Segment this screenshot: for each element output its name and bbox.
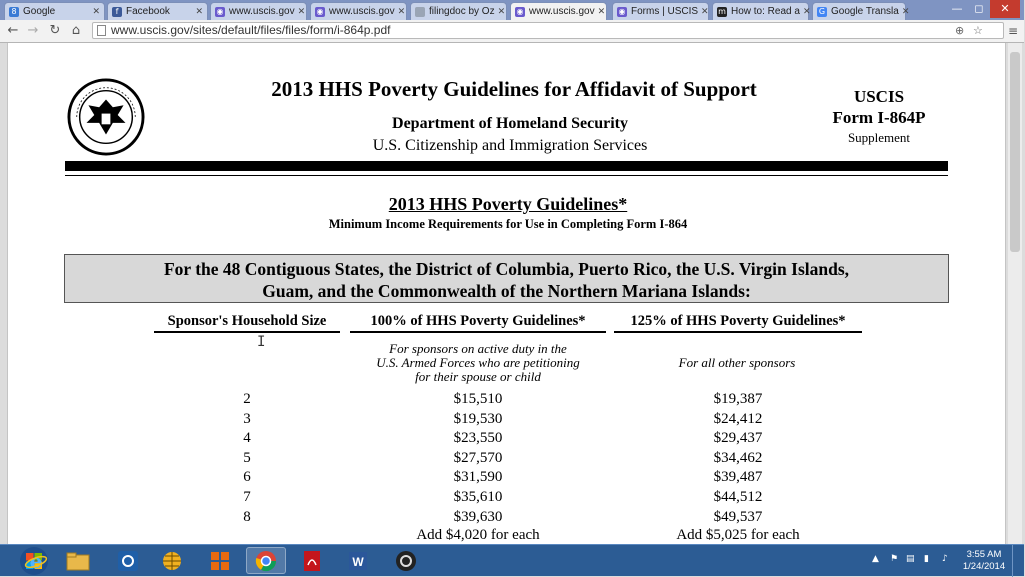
col-rule: [614, 331, 862, 333]
poverty-100-cell: $35,610: [453, 489, 503, 505]
supplement-label: Supplement: [847, 130, 911, 145]
form-number: Form I-864P: [832, 108, 926, 127]
browser-tab[interactable]: [310, 2, 407, 20]
department-name: Department of Homeland Security: [392, 115, 628, 132]
acrobat-icon[interactable]: [292, 547, 332, 574]
browser-tab[interactable]: [210, 2, 307, 20]
note-100-line: For sponsors on active duty in the: [389, 341, 567, 356]
browser-tab[interactable]: [410, 2, 507, 20]
household-size-cell: 4: [243, 430, 251, 446]
page-icon: [97, 25, 106, 36]
header-rule-thin: [65, 175, 948, 176]
note-100-percent: [348, 342, 608, 384]
outlook-icon[interactable]: [108, 547, 148, 574]
household-size-cell: 8: [243, 509, 251, 525]
col-header-125-percent: 125% of HHS Poverty Guidelines*: [630, 313, 846, 329]
tab-favicon-icon: ◉: [516, 6, 524, 16]
tab-favicon-icon: m: [718, 6, 726, 16]
address-bar[interactable]: [92, 22, 1004, 39]
bookmark-star-icon[interactable]: ☆: [973, 24, 983, 37]
col-rule: [154, 331, 340, 333]
poverty-125-cell: $19,387: [713, 391, 763, 407]
browser-tab[interactable]: [812, 2, 910, 20]
browser-toolbar: [0, 20, 1024, 43]
browser-tab[interactable]: [4, 2, 105, 20]
tab-favicon-icon: G: [818, 6, 826, 16]
tab-close-icon[interactable]: ✕: [701, 6, 709, 17]
col-header-household-size: Sponsor's Household Size: [167, 313, 327, 329]
poverty-100-cell: $27,570: [453, 450, 503, 466]
menu-icon[interactable]: ≡: [1007, 24, 1019, 38]
scrollbar-thumb[interactable]: [1010, 52, 1020, 252]
poverty-125-cell: $44,512: [713, 489, 763, 505]
agency-name: U.S. Citizenship and Immigration Services: [372, 137, 648, 154]
poverty-125-cell: $34,462: [713, 450, 763, 466]
tab-title: www.uscis.gov: [529, 6, 595, 17]
signal-icon[interactable]: ▮: [924, 554, 929, 564]
svg-text:W: W: [352, 554, 364, 569]
tab-title: Google Transla: [831, 6, 899, 17]
tab-title: Facebook: [126, 6, 170, 17]
tab-close-icon[interactable]: ✕: [901, 6, 910, 17]
word-icon[interactable]: [338, 547, 378, 574]
camera-app-icon[interactable]: [386, 547, 426, 574]
tab-favicon-icon: 8: [9, 7, 19, 17]
clock-time: 3:55 AM: [966, 549, 1002, 560]
system-clock[interactable]: [962, 549, 1006, 573]
note-100-line: U.S. Armed Forces who are petitioning: [376, 355, 580, 370]
forward-button[interactable]: →: [27, 23, 39, 38]
poverty-125-cell: $24,412: [713, 411, 763, 427]
tab-close-icon[interactable]: ✕: [802, 6, 811, 17]
internet-explorer-icon[interactable]: [14, 547, 58, 574]
home-button[interactable]: ⌂: [71, 23, 81, 38]
url-text: www.uscis.gov/sites/default/files/files/form/i-864p.pdf: [111, 23, 391, 37]
browser-tab[interactable]: [712, 2, 809, 20]
pdf-page: [7, 43, 1006, 544]
note-100-line: for their spouse or child: [415, 369, 541, 384]
network-globe-icon[interactable]: [152, 547, 192, 574]
tab-title: filingdoc by Oz: [429, 6, 495, 17]
household-size-cell: 3: [243, 411, 251, 427]
show-desktop-button[interactable]: [1012, 545, 1025, 577]
document-title: 2013 HHS Poverty Guidelines for Affidavit of Support: [271, 77, 757, 101]
poverty-125-cell: $39,487: [713, 469, 763, 485]
tab-favicon-icon: ◉: [216, 6, 224, 16]
tab-title: www.uscis.gov: [229, 6, 295, 17]
maximize-button[interactable]: ◻: [974, 2, 984, 15]
file-explorer-icon[interactable]: [58, 547, 98, 574]
browser-tab[interactable]: [107, 2, 208, 20]
tab-favicon-icon: f: [112, 7, 122, 17]
col-header-100-percent: 100% of HHS Poverty Guidelines*: [370, 313, 586, 329]
tab-close-icon[interactable]: ✕: [397, 6, 406, 17]
states-line-2: Guam, and the Commonwealth of the Northern Mariana Islands:: [262, 281, 751, 301]
tab-favicon-icon: ◉: [316, 6, 324, 16]
text-cursor-icon: I: [257, 334, 266, 350]
tab-close-icon[interactable]: ✕: [92, 6, 100, 17]
pdf-viewer: [0, 43, 1024, 544]
svg-text:e: e: [29, 548, 43, 573]
household-size-cell: 6: [243, 469, 251, 485]
tab-close-icon[interactable]: ✕: [497, 6, 506, 17]
poverty-100-cell: $15,510: [453, 391, 503, 407]
show-hidden-icons[interactable]: ▲: [872, 554, 879, 564]
poverty-100-cell: $31,590: [453, 469, 503, 485]
tab-close-icon[interactable]: ✕: [297, 6, 306, 17]
tab-title: www.uscis.gov: [329, 6, 395, 17]
network-icon[interactable]: ▤: [906, 554, 915, 564]
tab-title: Forms | USCIS: [631, 6, 699, 17]
section-subtitle: Minimum Income Requirements for Use in Completing Form I-864: [328, 217, 688, 231]
poverty-100-cell: $39,630: [453, 509, 503, 525]
add-125-percent: Add $5,025 for each: [676, 527, 800, 543]
household-size-cell: 2: [243, 391, 251, 407]
states-banner: [64, 254, 949, 303]
section-title: 2013 HHS Poverty Guidelines*: [388, 194, 628, 214]
chrome-icon[interactable]: [246, 547, 286, 574]
tab-title: How to: Read a: [731, 6, 800, 17]
tab-close-icon[interactable]: ✕: [195, 6, 203, 17]
browser-tab[interactable]: [510, 2, 607, 20]
tab-favicon-icon: ◉: [618, 6, 626, 16]
zoom-icon[interactable]: ⊕: [955, 24, 965, 37]
browser-tab[interactable]: [612, 2, 709, 20]
clock-date: 1/24/2014: [962, 561, 1006, 572]
tab-favicon-icon: [415, 7, 425, 17]
header-rule-thick: [65, 161, 948, 171]
poverty-125-cell: $29,437: [713, 430, 763, 446]
tab-close-icon[interactable]: ✕: [597, 6, 606, 17]
reload-button[interactable]: ↻: [49, 23, 61, 38]
windows-taskbar: [0, 544, 1024, 576]
poverty-100-cell: $23,550: [453, 430, 503, 446]
flag-icon[interactable]: ⚑: [890, 554, 899, 564]
volume-icon[interactable]: ♪: [942, 554, 948, 564]
close-window-button[interactable]: ✕: [990, 0, 1020, 18]
uscis-label: USCIS: [853, 87, 905, 106]
household-size-cell: 5: [243, 450, 251, 466]
tab-title: Google: [23, 6, 56, 17]
add-100-percent: Add $4,020 for each: [416, 527, 540, 543]
dhs-seal-logo: [67, 78, 145, 156]
household-size-cell: 7: [243, 489, 251, 505]
col-rule: [350, 331, 606, 333]
back-button[interactable]: ←: [7, 23, 19, 38]
poverty-125-cell: $49,537: [713, 509, 763, 525]
note-125-percent: For all other sponsors: [678, 355, 796, 370]
states-line-1: For the 48 Contiguous States, the District of Columbia, Puerto Rico, the U.S. Virgin Islands,: [163, 259, 850, 279]
poverty-100-cell: $19,530: [453, 411, 503, 427]
minimize-button[interactable]: —: [951, 2, 963, 15]
browser-tab-strip: [0, 0, 1024, 20]
office-tiles-icon[interactable]: [200, 547, 240, 574]
